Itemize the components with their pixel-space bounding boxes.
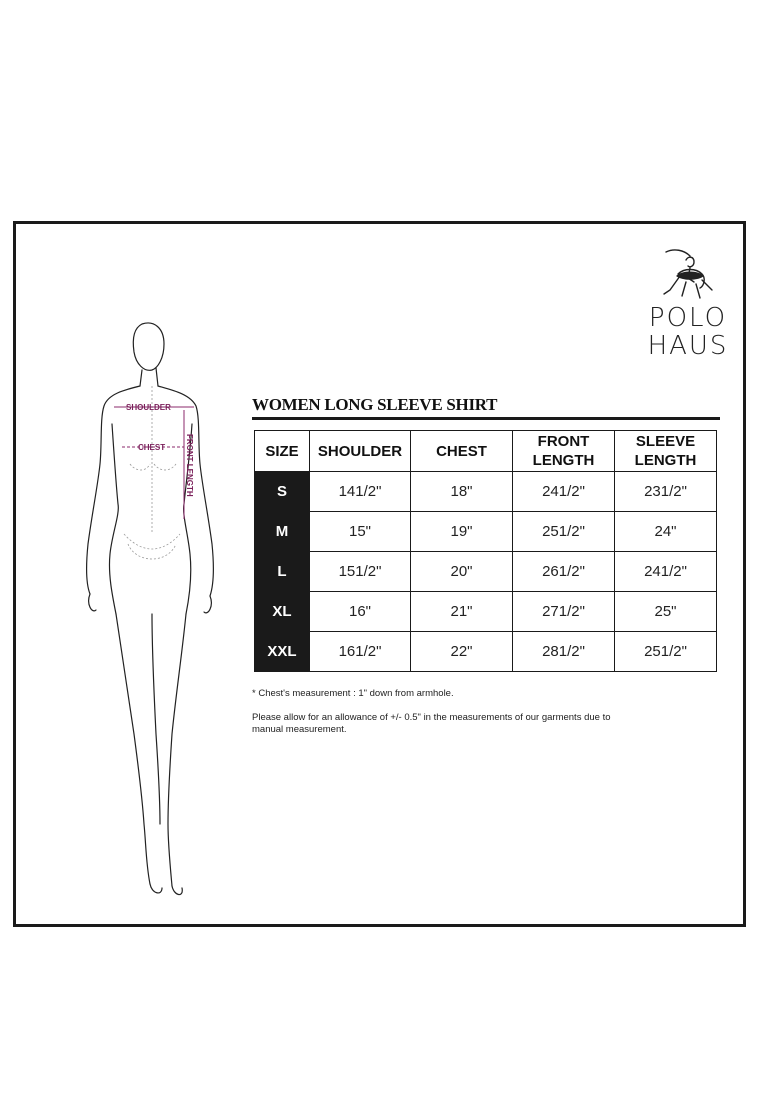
measurement-cell: 24" <box>615 512 717 552</box>
brand-logo <box>638 246 738 376</box>
measurement-cell: 141/2" <box>310 472 411 512</box>
chart-title: WOMEN LONG SLEEVE SHIRT <box>252 395 498 414</box>
chest-label: CHEST <box>138 443 166 452</box>
measurement-cell: 15" <box>310 512 411 552</box>
column-header: SHOULDER <box>310 431 411 472</box>
measurement-cell: 19" <box>411 512 513 552</box>
table-row <box>255 512 717 552</box>
measurement-cell: 20" <box>411 552 513 592</box>
title-divider <box>252 417 720 420</box>
column-header: SLEEVE LENGTH <box>615 431 717 472</box>
measurement-cell: 18" <box>411 472 513 512</box>
column-header: FRONT LENGTH <box>513 431 615 472</box>
size-label-cell: L <box>255 552 310 592</box>
fashion-figure-illustration <box>72 314 232 904</box>
column-header: SIZE <box>255 431 310 472</box>
size-label-cell: S <box>255 472 310 512</box>
brand-name-line2: HAUS <box>647 331 729 361</box>
shoulder-label: SHOULDER <box>126 403 171 412</box>
measurement-cell: 25" <box>615 592 717 632</box>
measurement-cell: 241/2" <box>615 552 717 592</box>
measurement-cell: 271/2" <box>513 592 615 632</box>
measurement-cell: 22" <box>411 632 513 672</box>
measurement-cell: 21" <box>411 592 513 632</box>
chest-measurement-note: * Chest's measurement : 1" down from armhole. <box>252 688 454 699</box>
size-table-body <box>255 472 717 672</box>
table-row <box>255 552 717 592</box>
measurement-cell: 241/2" <box>513 472 615 512</box>
measurement-cell: 161/2" <box>310 632 411 672</box>
table-row <box>255 472 717 512</box>
table-header-row <box>255 431 717 472</box>
size-label-cell: M <box>255 512 310 552</box>
brand-name-line1: POLO <box>648 303 728 333</box>
measurement-cell: 251/2" <box>615 632 717 672</box>
measurement-cell: 16" <box>310 592 411 632</box>
size-table <box>254 430 717 672</box>
polo-player-icon <box>660 246 716 304</box>
size-chart-frame <box>13 221 746 927</box>
measurement-cell: 251/2" <box>513 512 615 552</box>
measurement-cell: 151/2" <box>310 552 411 592</box>
table-row <box>255 632 717 672</box>
measurement-cell: 281/2" <box>513 632 615 672</box>
size-label-cell: XL <box>255 592 310 632</box>
column-header: CHEST <box>411 431 513 472</box>
table-row <box>255 592 717 632</box>
size-label-cell: XXL <box>255 632 310 672</box>
front-length-label: FRONT LENGTH <box>185 434 194 497</box>
allowance-note: Please allow for an allowance of +/- 0.5" in the measurements of our garments due to manual measurement. <box>252 712 611 735</box>
measurement-cell: 231/2" <box>615 472 717 512</box>
measurement-cell: 261/2" <box>513 552 615 592</box>
